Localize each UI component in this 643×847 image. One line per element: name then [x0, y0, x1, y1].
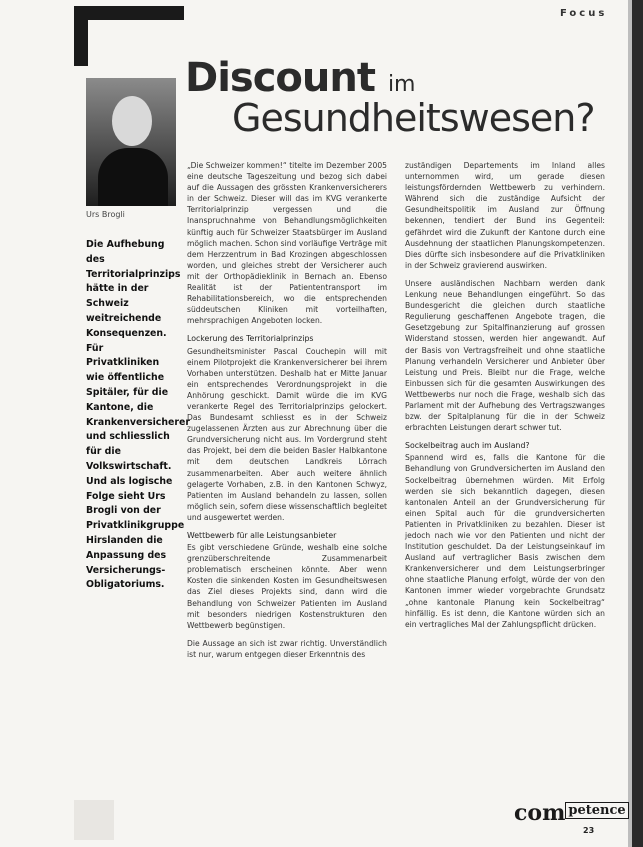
article-title-line1 — [185, 55, 415, 101]
portrait-body — [98, 148, 168, 206]
paragraph: Spannend wird es, falls die Kantone für die Behandlung von Grundversicherten im Ausland den Sockelbeitrag übernehmen würden. Mit Erfolg werden sie sich bekanntlich dagegen, diesen kantonalen Anteil an der Grundversicherung für einen Spital auch für die grundversicherten Patienten in Privatkliniken zu bezahlen. Dieser ist jedoch nach wie vor den Patienten und nicht der Institution geschuldet. Da der Leistungseinkauf im Ausland auf vertraglicher Basis zwischen dem Krankenversicherer und dem Leistungserbringer ohne staatliche Planung erfolgt, würde der von den Kantonen immer wieder vorgebrachte Grundsatz „ohne kantonale Planung kein Sockelbeitrag“ hinfällig. Es ist denn, die Kantone würden sich an ein vertragliches Mal der Zahlungspflicht drücken. — [405, 453, 605, 629]
logo-petence: petence — [565, 802, 628, 819]
title-main: Discount — [185, 55, 375, 101]
subheading: Wettbewerb für alle Leistungsanbieter — [187, 531, 337, 540]
subheading: Lockerung des Territorialprinzips — [187, 334, 314, 344]
paragraph: Die Aussage an sich ist zwar richtig. Unverständlich ist nur, warum entgegen dieser Erkenntnis des — [187, 638, 387, 659]
title-small: im — [387, 72, 416, 97]
article-intro: Die Aufhebung des Territorialprinzips hätte in der Schweiz weitreichende Konsequenzen. Für Privatkliniken wie öffentliche Spitäler, für die Kantone, die Krankenversicherer und schliesslich für die Volkswirtschaft. Und als logische Folge sieht Urs Brogli von der Privatklinikgruppe Hirslanden die Anpassung des Versicherungs-Obligatoriums. — [86, 239, 190, 591]
paragraph: zuständigen Departements im Inland alles unternommen wird, um gerade diesen leistungsfördernden Wettbewerb zu verhindern. Während sich die zuständige Aufsicht der Gesundheitspolitik im Ausland zur Öffnung bekennen, tendiert der Bund ins Gegenteil: gefährdet wird die Zukunft der Kantone durch eine Ausdehnung der staatlichen Planungskompetenzen. Dies dürfte sich insbesondere auf die Privatkliniken in der Schweiz gravierend auswirken. — [405, 161, 605, 270]
corner-mark-bottom — [74, 800, 114, 840]
text-column-1 — [187, 160, 387, 667]
corner-mark-horizontal — [74, 6, 184, 20]
paragraph: Gesundheitsminister Pascal Couchepin will mit einem Pilotprojekt die Krankenversicherer bei ihrem Vorhaben unterstützen. Deshalb hat er Mitte Januar ein entsprechendes Verordnungsprojekt in die Anhörung geschickt. Damit würde die im KVG verankerte Regel des Territorialprinzips gelockert. Das Bundesamt schliesst es in der Schweiz zugelassenen Ärzten aus zur Abrechnung über die Grundversicherung nicht aus. Im Vordergrund steht das Projekt, bei dem die beiden Basler Halbkantone mit dem deutschen Landkreis Lörrach zusammenarbeiten. Aber auch weitere ähnlich gelagerte Vorhaben, z.B. in den Kantonen Schwyz, Patienten im Ausland behandeln zu lassen, sollen möglich sein, sofern diese wissenschaftlich begleitet und ausgewertet werden. — [187, 346, 387, 522]
section-label: Focus — [560, 8, 608, 19]
portrait-head — [112, 96, 152, 146]
logo-com: com — [514, 800, 566, 826]
paragraph: Unsere ausländischen Nachbarn werden dank Lenkung neue Behandlungen eingeführt. So das Bundesgericht die gleichen durch staatliche Regulierung geschaffenen Angebote tragen, die Gesetzgebung zur Spitalfinanzierung auf grossen Widerstand stossen, werden hier angewandt. Auf der Basis von Vertragsfreiheit und ohne staatliche Planung verhandeln Versicherer und Anbieter über Leistung und Preis. Bleibt nur die Frage, welche Einbussen sich für die gesamten Auswirkungen des Wettbewerbs nur noch die Frage, weshalb sich das Parlament mit der Aufhebung des Vertragszwanges bzw. der Spitalplanung für die in der Schweiz erbrachten Leistungen derart schwer tut. — [405, 278, 605, 433]
page-edge-dark — [632, 0, 643, 847]
paragraph: Es gibt verschiedene Gründe, weshalb eine solche grenzüberschreitende Zusammenarbeit problematisch erscheinen könnte. Aber wenn Kosten die sinkenden Kosten im Gesundheitswesen das Ziel dieses Projekts sind, dann wird die Behandlung von Schweizer Patienten im Ausland mit besonders niedrigen Kostenstrukturen den Wettbewerb begünstigen. — [187, 543, 387, 630]
page-number: 23 — [583, 826, 595, 835]
portrait-photo — [86, 78, 176, 206]
paragraph: „Die Schweizer kommen!“ titelte im Dezember 2005 eine deutsche Tageszeitung und bezog sich dabei auf die Aussagen des grössten Krankenversicherers in der Schweiz. Dieser will das im KVG verankerte Territorialprinzip vergessen und die Inanspruchnahme von Behandlungsmöglichkeiten künftig auch für Schweizer Staatsbürger im Ausland möglich machen. Schon sind vorläufige Verträge mit dem Herzzentrum in Bad Krozingen abgeschlossen worden, und gleiches strebt der Versicherer auch mit der Orthopädieklinik in Bernach an. Ebenso Realität ist der Patiententransport im Rehabilitationsbereich, wo die entsprechenden süddeutschen Kliniken mit vorteilhaften, mehrsprachigen Angeboten locken. — [187, 161, 387, 326]
subheading: Sockelbeitrag auch im Ausland? — [405, 441, 530, 451]
text-column-2 — [405, 160, 605, 637]
photo-caption: Urs Brogli — [86, 210, 125, 219]
article-title-line2: Gesundheitswesen? — [232, 96, 595, 140]
magazine-logo — [514, 800, 629, 826]
